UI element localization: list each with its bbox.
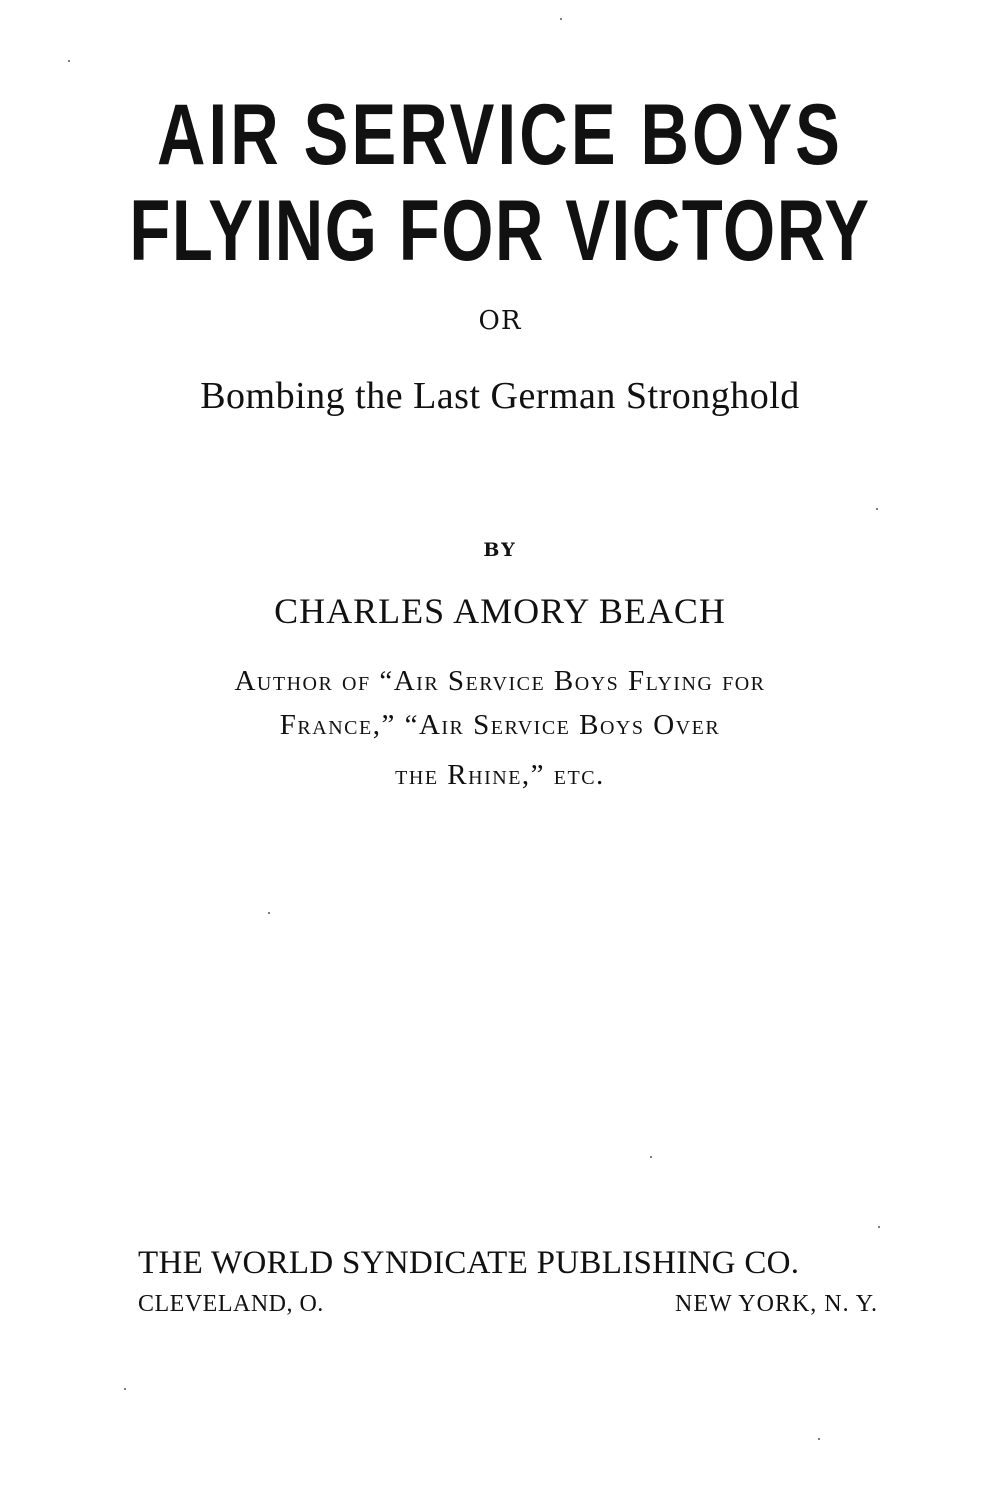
book-title-line-2: FLYING FOR VICTORY — [129, 183, 871, 279]
scan-speck — [268, 912, 270, 914]
scan-speck — [124, 1388, 126, 1390]
author-credits-line-3: the Rhine,” etc. — [395, 759, 605, 791]
scan-speck — [650, 1156, 652, 1158]
byline: BY — [483, 539, 517, 561]
or-connector: OR — [478, 306, 522, 336]
publisher-city-right: NEW YORK, N. Y. — [674, 1291, 878, 1317]
book-title-line-1: AIR SERVICE BOYS — [156, 87, 844, 183]
author-credits-line-1: Author of “Air Service Boys Flying for — [234, 665, 766, 697]
publisher-city-left: CLEVELAND, O. — [138, 1291, 324, 1317]
publisher-name: THE WORLD SYNDICATE PUBLISHING CO. — [138, 1245, 800, 1281]
scan-speck — [818, 1438, 820, 1440]
scan-speck — [876, 508, 878, 510]
author-name: CHARLES AMORY BEACH — [274, 591, 726, 631]
scan-speck — [878, 1226, 880, 1228]
scan-speck — [560, 18, 562, 20]
book-subtitle: Bombing the Last German Stronghold — [200, 375, 800, 417]
scan-speck — [68, 60, 70, 62]
author-credits-line-2: France,” “Air Service Boys Over — [279, 709, 721, 741]
